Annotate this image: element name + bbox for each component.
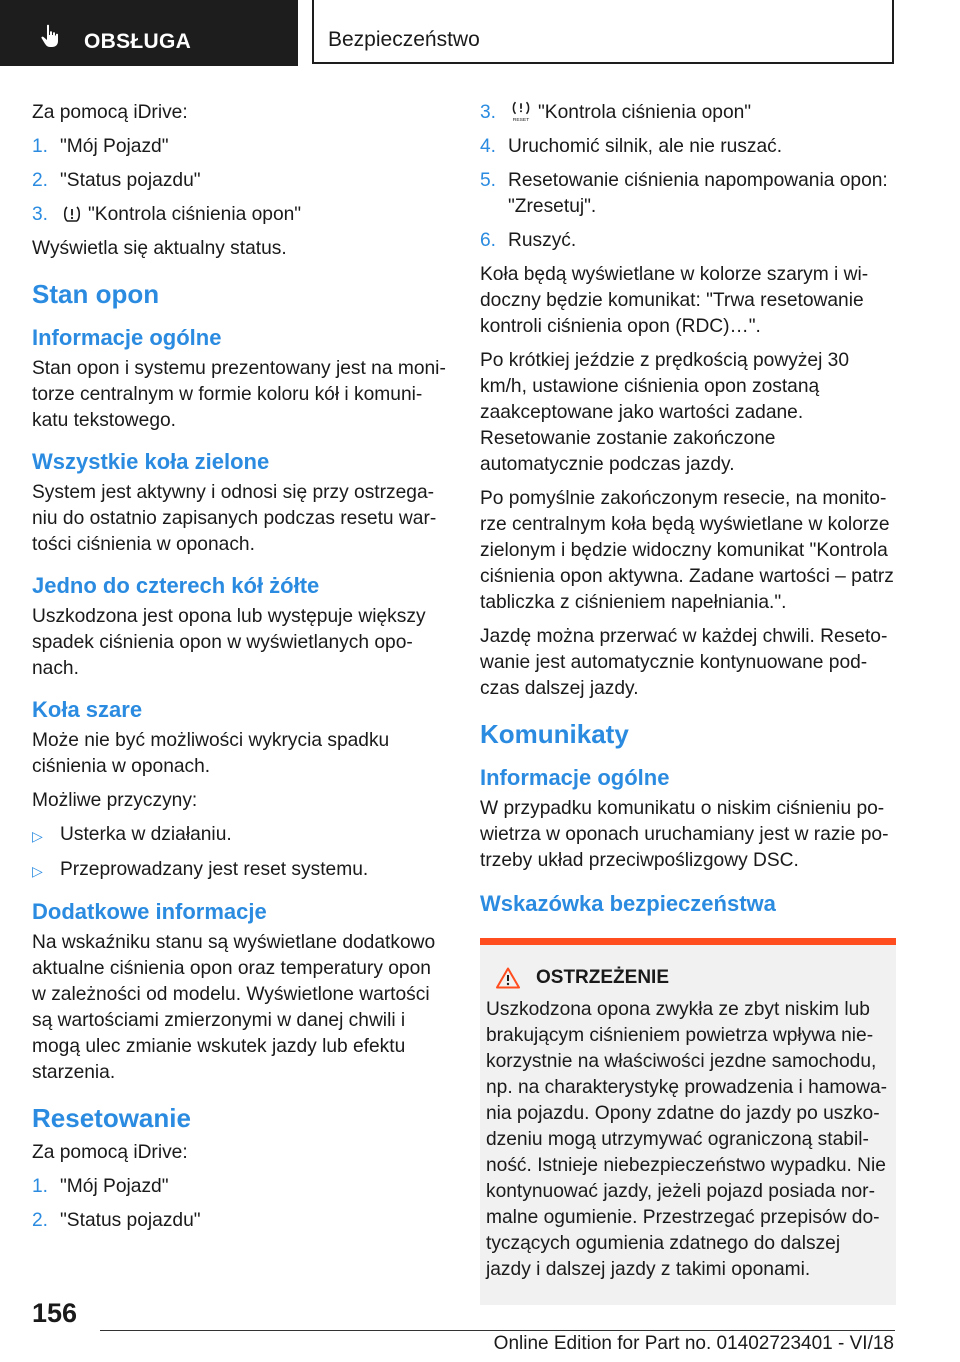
list-item: 3. "Kontrola ciśnienia opon" [32, 204, 302, 225]
heading-all-green: Wszystkie koła zielone [32, 449, 270, 474]
list-item: ▷ Przeprowadzany jest reset systemu. [32, 857, 448, 884]
heading-messages: Komunikaty [480, 719, 629, 749]
heading-reset: Resetowanie [32, 1103, 191, 1133]
reset-steps [32, 1174, 448, 1234]
subsection-title: Bezpieczeństwo [328, 28, 480, 51]
reset-steps-continued [480, 100, 896, 254]
list-item: 6. Ruszyć. [480, 230, 577, 251]
warning-box [480, 938, 896, 1305]
causes-list [32, 822, 448, 884]
svg-text:RESET: RESET [512, 117, 530, 122]
warning-text: Uszkodzona opona zwykła ze zbyt niskim lub brakującym ciśnieniem powietrza wpływa niekorzystnie na właściwości jezdne samochodu, np. na charakterystykę prowadzenia i hamowania pojazdu. Opony zdatne do jazdy po uszkodzeniu mogą utrzymywać ograniczoną stabilność. Istnieje niebezpieczeństwo wypadku. Nie kontynuować jazdy, jeżeli pojazd posiada normalne ogumienie. Przestrzegać przepisów dotyczących ogumienia zdatnego do dalszej jazdy i dalszej jazdy z takimi oponami. [486, 999, 888, 1280]
tire-pressure-warning-icon [62, 204, 82, 224]
page-header [0, 0, 960, 66]
paragraph: Na wskaźniku stanu są wyświetlane dodatkowo aktualne ciśnienia opon oraz temperatury opon w zależności od modelu. Wyświetlone wartości są wartościami zmierzonymi w danej chwili i mogą ulec zmianie wskutek jazdy lub efektu starzenia. [32, 932, 436, 1083]
reset-intro: Za pomocą iDrive: [32, 1142, 188, 1163]
triangle-bullet-icon: ▷ [32, 828, 43, 844]
status-text: Wyświetla się aktualny status. [32, 238, 287, 259]
warning-title: OSTRZEŻENIE [536, 967, 670, 988]
hand-pointer-icon [40, 24, 62, 48]
section-tab [0, 0, 298, 66]
paragraph: System jest aktywny i odnosi się przy ostrzeganiu do ostatnio zapisanych podczas resetu wartości ciśnienia w oponach. [32, 482, 437, 555]
heading-general-info: Informacje ogólne [32, 325, 222, 350]
tire-pressure-reset-icon [510, 100, 532, 122]
edition-footer: Online Edition for Part no. 01402723401 - VI/18 [493, 1333, 894, 1354]
warning-header [486, 965, 888, 991]
heading-grey: Koła szare [32, 697, 143, 722]
warning-triangle-icon [496, 967, 520, 989]
list-item: 1. "Mój Pojazd" [32, 136, 169, 157]
paragraph: W przypadku komunikatu o niskim ciśnieniu powietrza w oponach uruchamiany jest w razie potrzeby układ przeciwpoślizgowy DSC. [480, 798, 889, 871]
idrive-steps [32, 134, 448, 228]
heading-extra-info: Dodatkowe informacje [32, 899, 267, 924]
right-column [480, 100, 896, 1305]
idrive-intro: Za pomocą iDrive: [32, 102, 188, 123]
left-column [32, 100, 448, 1242]
footer-divider [100, 1330, 895, 1331]
heading-safety: Wskazówka bezpieczeństwa [480, 891, 776, 916]
list-item: ▷ Usterka w działaniu. [32, 822, 448, 849]
paragraph: Po krótkiej jeździe z prędkością powyżej 30 km/h, ustawione ciśnienia opon zostaną zaakceptowane jako wartości zadane. Resetowanie zostanie zakończone automatycznie podczas jazdy. [480, 350, 850, 475]
subsection-tab [312, 0, 894, 64]
list-item: 4. Uruchomić silnik, ale nie ruszać. [480, 136, 783, 157]
section-title: OBSŁUGA [84, 30, 192, 53]
list-item: 2. "Status pojazdu" [32, 1210, 201, 1231]
heading-tire-status: Stan opon [32, 279, 160, 309]
paragraph: Może nie być możliwości wykrycia spadku ciśnienia w oponach. [32, 730, 390, 777]
list-item: 5. Resetowanie ciśnienia napompowania opon: "Zresetuj". [480, 170, 888, 217]
heading-general-info: Informacje ogólne [480, 765, 670, 790]
heading-yellow: Jedno do czterech kół żółte [32, 573, 320, 598]
paragraph: Jazdę można przerwać w każdej chwili. Resetowanie jest automatycznie kontynuowane podczas dalszej jazdy. [480, 626, 888, 699]
paragraph: Stan opon i systemu prezentowany jest na monitorze centralnym w formie koloru kół i komunikatu tekstowego. [32, 358, 446, 431]
list-item: 1. "Mój Pojazd" [32, 1176, 169, 1197]
causes-label: Możliwe przyczyny: [32, 790, 198, 811]
page-number: 156 [32, 1298, 78, 1328]
paragraph: Uszkodzona jest opona lub występuje większy spadek ciśnienia opon w wyświetlanych oponach. [32, 606, 426, 679]
list-item: 3. RESET "Kontrola ciśnienia opon" [480, 102, 752, 123]
paragraph: Koła będą wyświetlane w kolorze szarym i widoczny będzie komunikat: "Trwa resetowanie kontroli ciśnienia opon (RDC)…". [480, 264, 869, 337]
triangle-bullet-icon: ▷ [32, 863, 43, 879]
list-item: 2. "Status pojazdu" [32, 170, 201, 191]
paragraph: Po pomyślnie zakończonym resecie, na monitorze centralnym koła będą wyświetlane w kolorze zielonym i będzie widoczny komunikat "Kontrola ciśnienia opon aktywna. Zadane wartości – patrz tabliczka z ciśnieniem napełniania.". [480, 488, 894, 613]
